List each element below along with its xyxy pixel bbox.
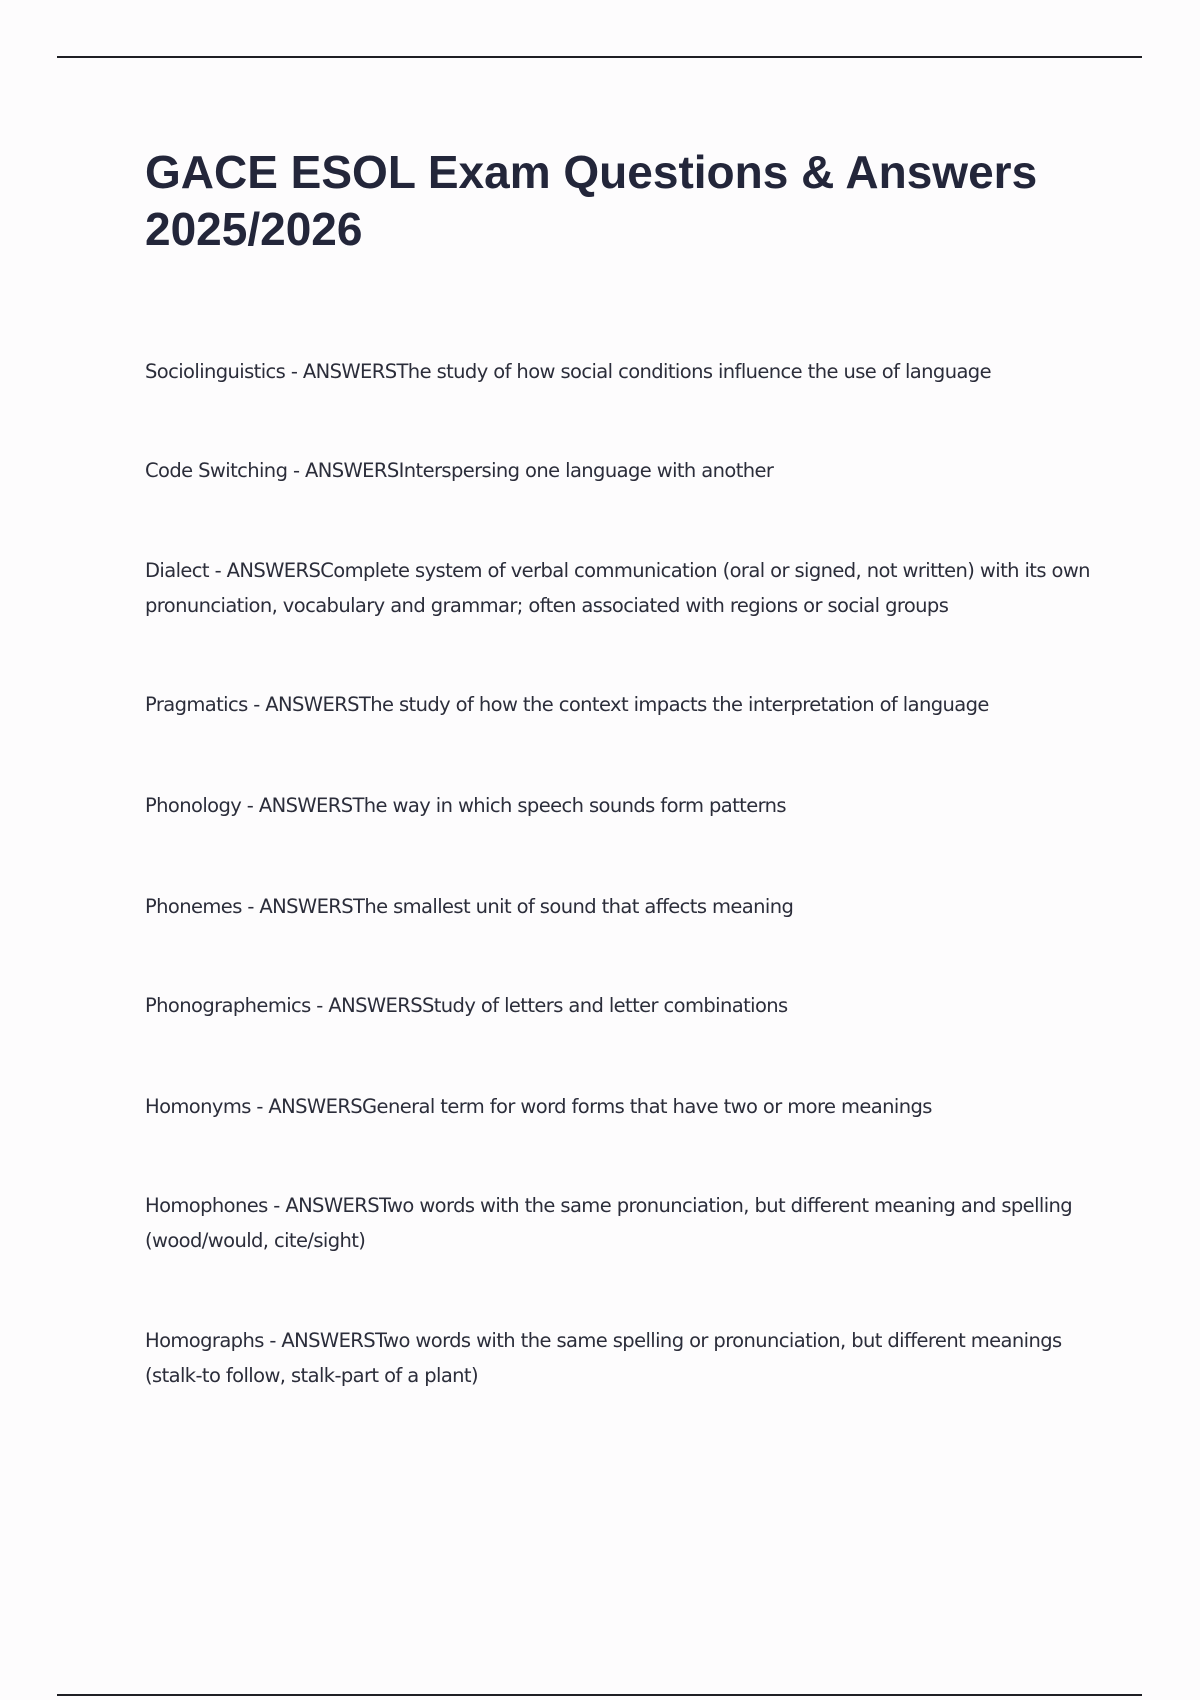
qa-entry-code-switching: Code Switching - ANSWERSInterspersing one language with another — [145, 459, 774, 482]
document-title: GACE ESOL Exam Questions & Answers 2025/2026 — [145, 146, 1038, 255]
bottom-rule — [57, 1694, 1142, 1696]
qa-entry-homographs: Homographs - ANSWERSTwo words with the same spelling or pronunciation, but different meanings (stalk-to follow, stalk-part of a plant) — [145, 1329, 1062, 1387]
qa-entry-sociolinguistics: Sociolinguistics - ANSWERSThe study of how social conditions influence the use of language — [145, 360, 991, 383]
qa-entry-phonemes: Phonemes - ANSWERSThe smallest unit of sound that affects meaning — [145, 895, 794, 918]
qa-entry-pragmatics: Pragmatics - ANSWERSThe study of how the context impacts the interpretation of language — [145, 693, 989, 716]
qa-entry-phonographemics: Phonographemics - ANSWERSStudy of letters and letter combinations — [145, 994, 788, 1017]
qa-entry-dialect: Dialect - ANSWERSComplete system of verbal communication (oral or signed, not written) with its own pronunciation, vocabulary and grammar; often associated with regions or social groups — [145, 559, 1090, 617]
qa-entry-phonology: Phonology - ANSWERSThe way in which speech sounds form patterns — [145, 794, 786, 817]
qa-entry-homophones: Homophones - ANSWERSTwo words with the same pronunciation, but different meaning and spelling (wood/would, cite/sight) — [145, 1194, 1073, 1252]
qa-entry-homonyms: Homonyms - ANSWERSGeneral term for word forms that have two or more meanings — [145, 1095, 932, 1118]
top-rule — [57, 56, 1142, 58]
